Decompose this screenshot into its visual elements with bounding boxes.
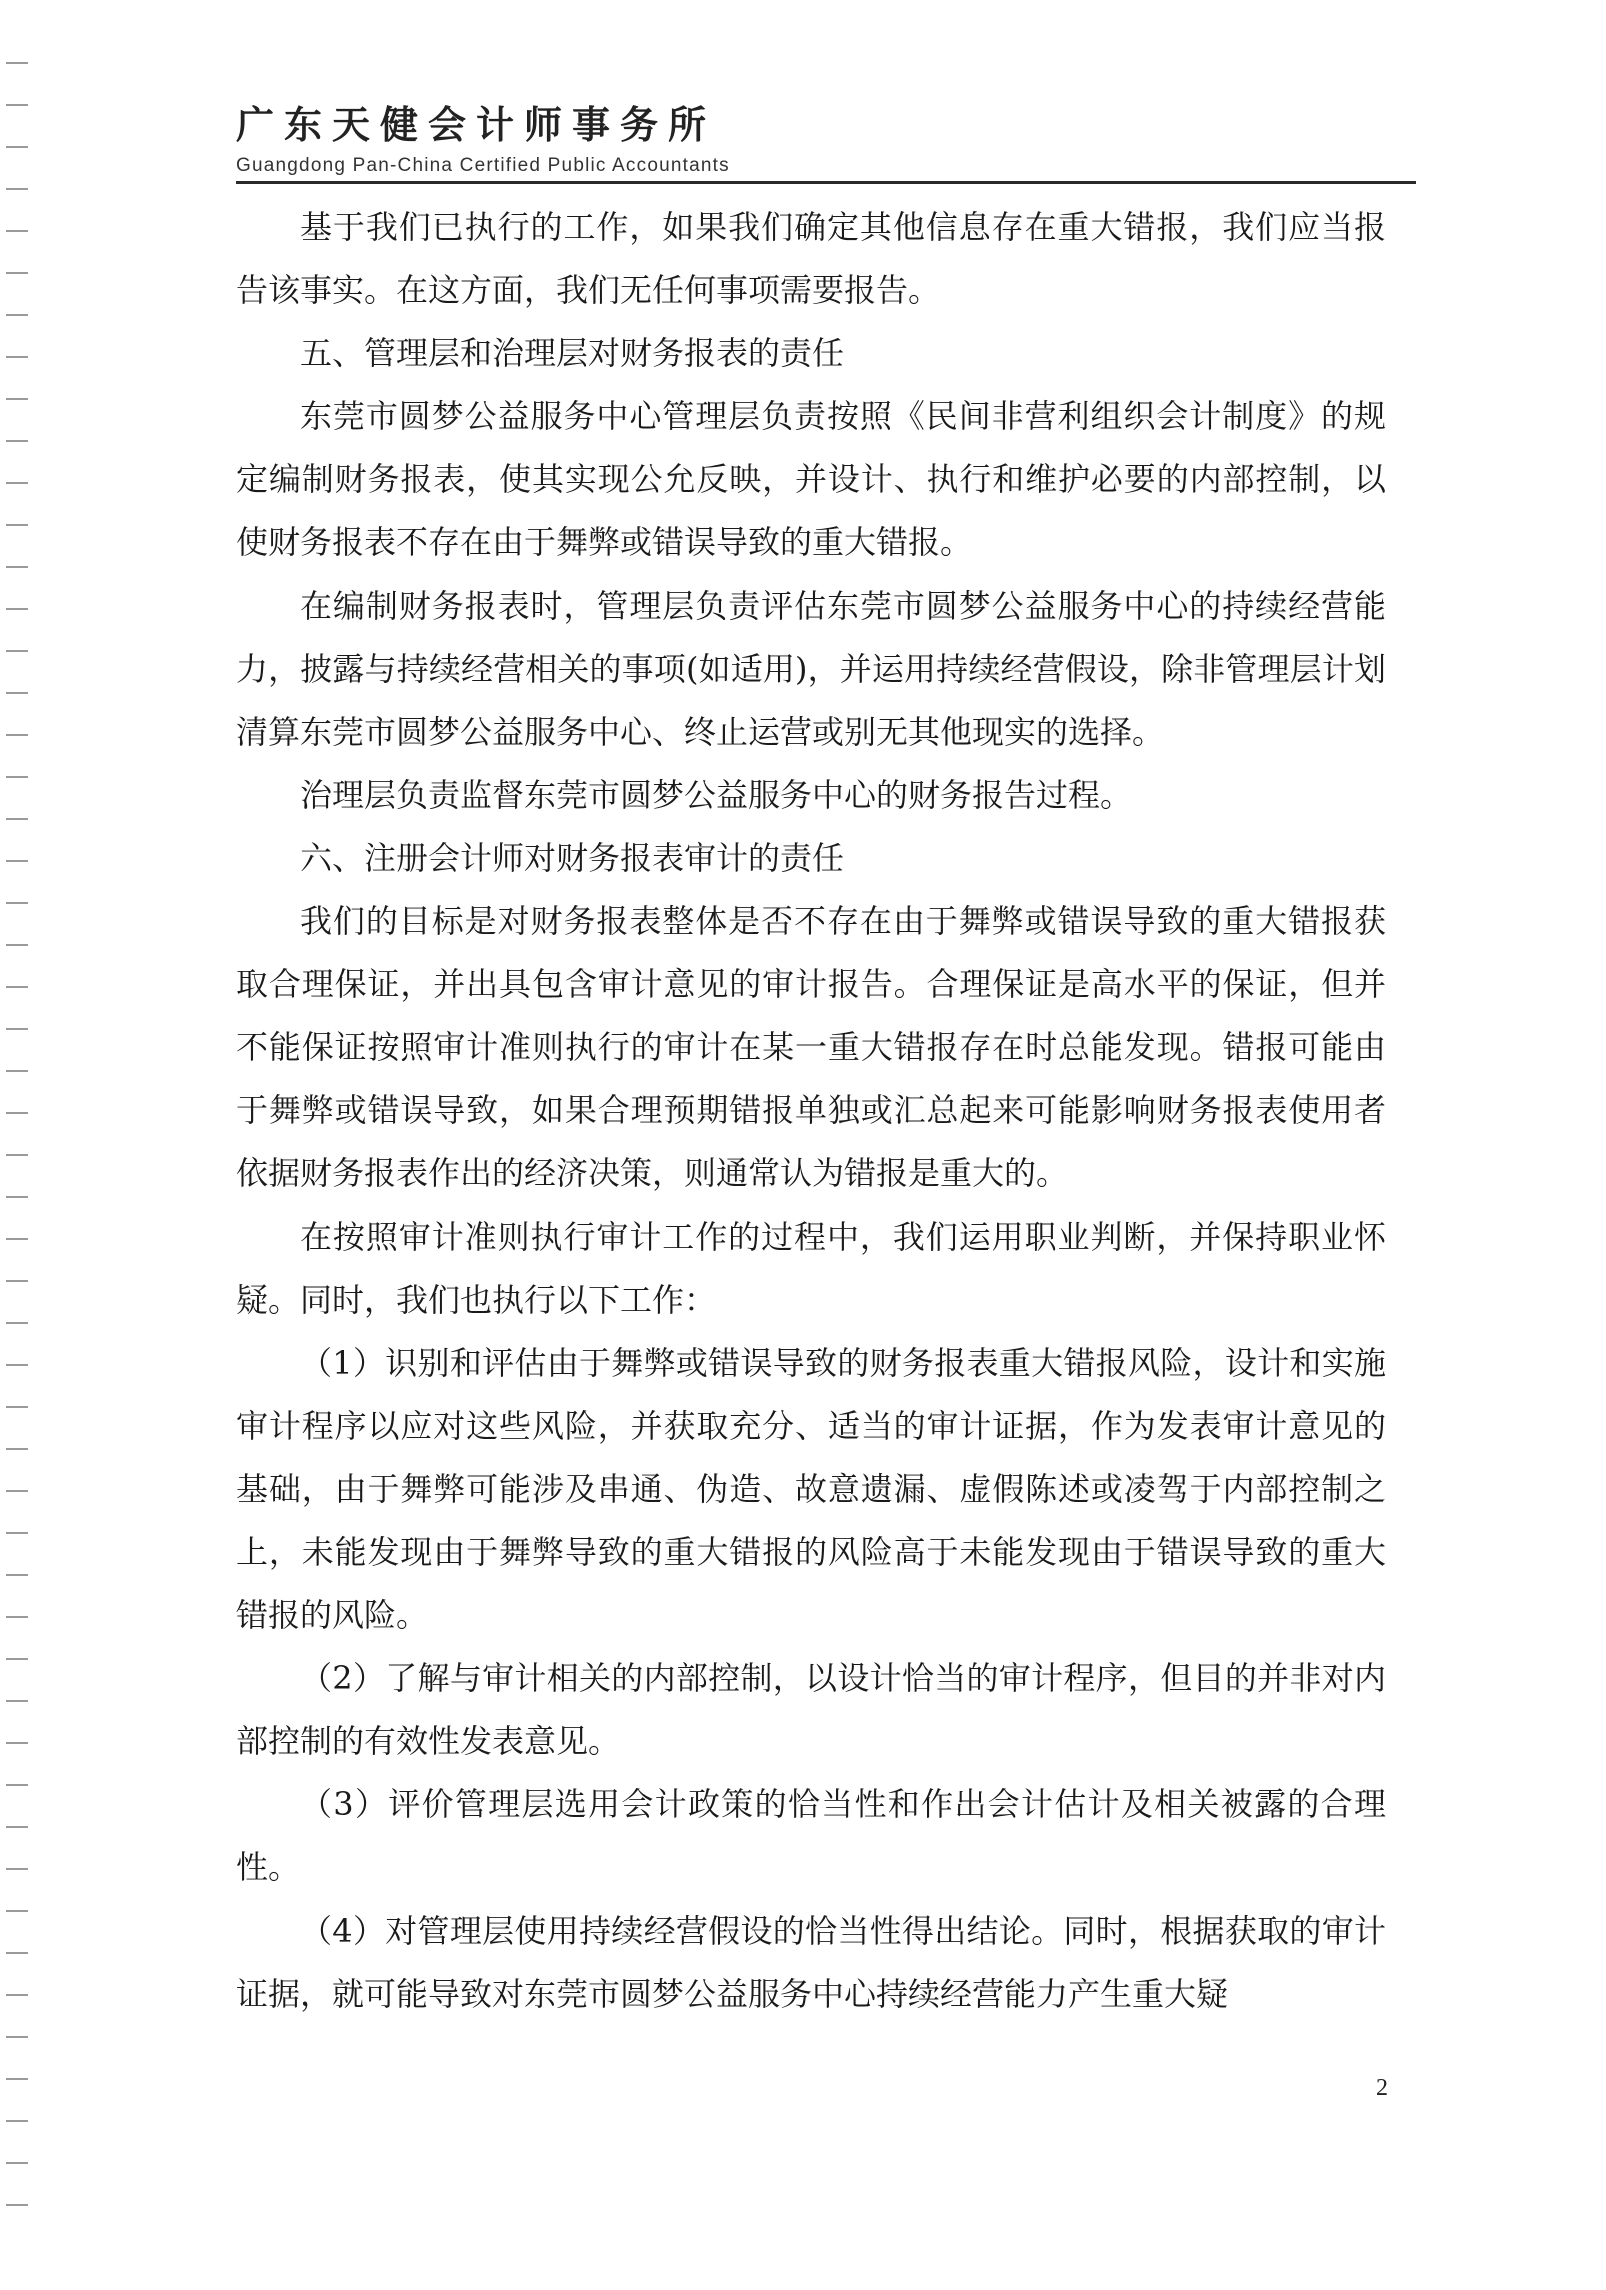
letterhead-divider — [236, 181, 1416, 184]
binding-margin-marks — [0, 0, 40, 2290]
paragraph-other-info-conclusion: 基于我们已执行的工作，如果我们确定其他信息存在重大错报，我们应当报告该事实。在这方面，我们无任何事项需要报告。 — [236, 208, 1386, 310]
section-heading-auditor-responsibility: 六、注册会计师对财务报表审计的责任 — [300, 838, 845, 877]
list-item-1-risk-assessment: （1）识别和评估由于舞弊或错误导致的财务报表重大错报风险，设计和实施审计程序以应对这些风险，并获取充分、适当的审计证据，作为发表审计意见的基础，由于舞弊可能涉及串通、伪造、故意遗漏、虚假陈述或凌驾于内部控制之上，未能发现由于舞弊导致的重大错报的风险高于未能发现由于错误导致的重大错报的风险。 — [236, 1343, 1386, 1635]
list-item-2-internal-control: （2）了解与审计相关的内部控制，以设计恰当的审计程序，但目的并非对内部控制的有效性发表意见。 — [236, 1659, 1386, 1761]
section-heading-management-responsibility: 五、管理层和治理层对财务报表的责任 — [300, 334, 845, 373]
report-body — [236, 196, 1386, 2026]
paragraph-going-concern-assessment: 在编制财务报表时，管理层负责评估东莞市圆梦公益服务中心的持续经营能力，披露与持续经营相关的事项(如适用)，并运用持续经营假设，除非管理层计划清算东莞市圆梦公益服务中心、终止运营或别无其他现实的选择。 — [236, 586, 1386, 751]
firm-name-english: Guangdong Pan-China Certified Public Accountants — [236, 155, 730, 176]
firm-name-chinese: 广东天健会计师事务所 — [236, 103, 717, 147]
list-item-3-accounting-policies: （3）评价管理层选用会计政策的恰当性和作出会计估计及相关被露的合理性。 — [236, 1785, 1386, 1887]
page-number: 2 — [1376, 2075, 1388, 2101]
paragraph-audit-objective: 我们的目标是对财务报表整体是否不存在由于舞弊或错误导致的重大错报获取合理保证，并出具包含审计意见的审计报告。合理保证是高水平的保证，但并不能保证按照审计准则执行的审计在某一重大错报存在时总能发现。错报可能由于舞弊或错误导致，如果合理预期错报单独或汇总起来可能影响财务报表使用者依据财务报表作出的经济决策，则通常认为错报是重大的。 — [236, 902, 1386, 1193]
paragraph-management-preparation: 东莞市圆梦公益服务中心管理层负责按照《民间非营利组织会计制度》的规定编制财务报表，使其实现公允反映，并设计、执行和维护必要的内部控制，以使财务报表不存在由于舞弊或错误导致的重大错报。 — [236, 397, 1386, 562]
list-item-4-going-concern: （4）对管理层使用持续经营假设的恰当性得出结论。同时，根据获取的审计证据，就可能导致对东莞市圆梦公益服务中心持续经营能力产生重大疑 — [236, 1911, 1386, 2013]
paragraph-professional-judgment: 在按照审计准则执行审计工作的过程中，我们运用职业判断，并保持职业怀疑。同时，我们也执行以下工作： — [236, 1217, 1386, 1319]
letterhead — [236, 100, 1416, 178]
paragraph-governance-oversight: 治理层负责监督东莞市圆梦公益服务中心的财务报告过程。 — [300, 775, 1133, 814]
